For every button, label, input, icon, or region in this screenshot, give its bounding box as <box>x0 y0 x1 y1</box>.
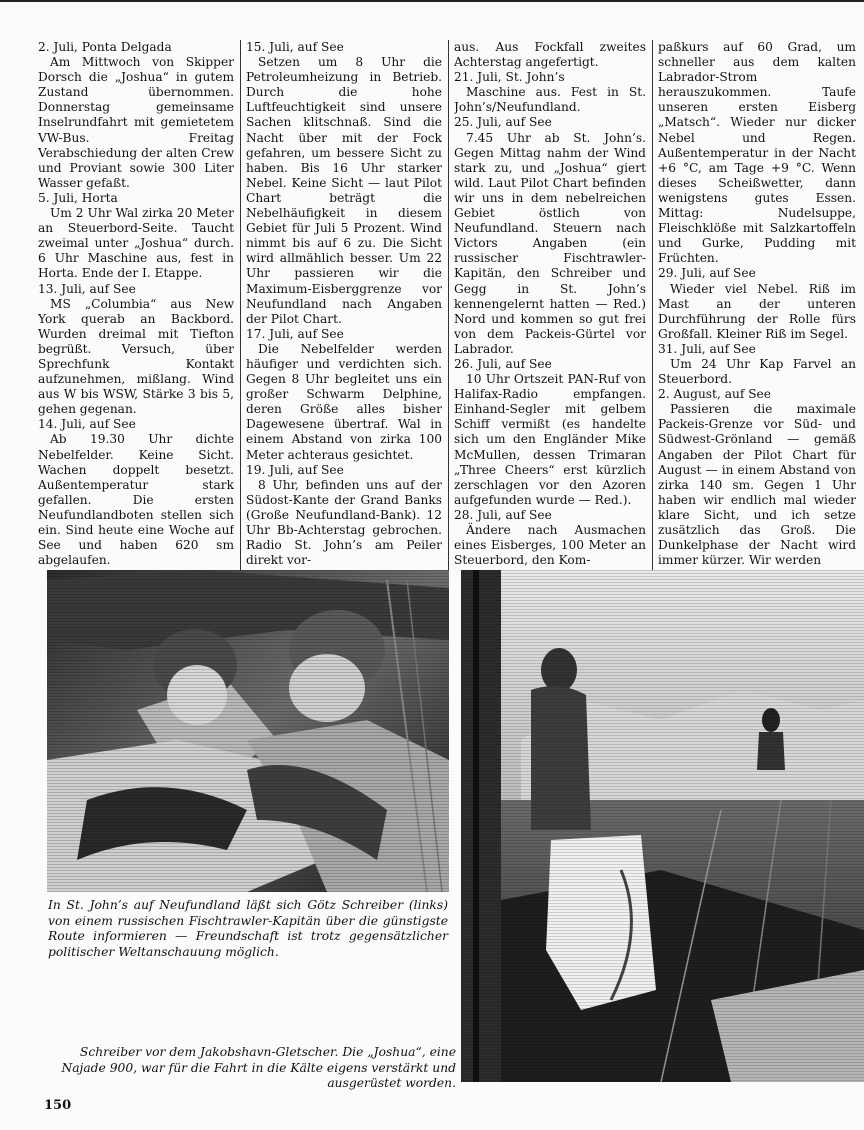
log-entry <box>246 327 442 463</box>
top-rule <box>0 0 864 2</box>
photo-glacier-image <box>461 570 864 1082</box>
text-column-2 <box>246 40 442 572</box>
log-entry-continued <box>658 40 856 266</box>
entry-heading: 25. Juli, auf See <box>454 115 552 130</box>
log-entry <box>246 463 442 569</box>
entry-text: Um 24 Uhr Kap Farvel an Steuerbord. <box>658 356 856 387</box>
log-entry-continued <box>454 40 646 70</box>
log-entry <box>454 357 646 508</box>
entry-heading: 26. Juli, auf See <box>454 356 552 371</box>
photo-chart-briefing <box>47 570 449 892</box>
entry-text: Um 2 Uhr Wal zirka 20 Meter an Steuerbord-Seite. Taucht zweimal unter „Joshua“ durch. 6 Uhr Maschine aus, fest in Horta. Ende der I. Etappe. <box>38 206 234 281</box>
photo-glacier <box>461 570 864 1082</box>
entry-text: 8 Uhr, befinden uns auf der Südost-Kante der Grand Banks (Große Neufundland-Bank). 12 Uhr Bb-Achterstag gebrochen. Radio St. John’s am Peiler direkt vor- <box>246 477 442 568</box>
log-entry <box>454 70 646 115</box>
entry-heading: 17. Juli, auf See <box>246 326 344 341</box>
column-divider <box>448 40 449 570</box>
entry-heading: 14. Juli, auf See <box>38 417 136 432</box>
entry-heading: 2. August, auf See <box>658 387 771 402</box>
entry-text: Setzen um 8 Uhr die Petroleumheizung in Betrieb. Durch die hohe Luftfeuchtigkeit sind unsere Sachen klitschnaß. Sind die Nacht über mit der Fock gefahren, um bessere Sicht zu haben. Bis 16 Uhr starker Nebel. Keine Sicht — laut Pilot Chart beträgt die Nebelhäufigkeit in diesem Gebiet für Juli 5 Prozent. Wind nimmt bis auf 6 zu. Die Sicht wird allmählich besser. Um 22 Uhr passieren wir die Maximum-Eisberggrenze vor Neufundland nach Angaben der Pilot Chart. <box>246 55 442 326</box>
entry-text: Am Mittwoch von Skipper Dorsch die „Joshua“ in gutem Zustand übernommen. Donnerstag gemeinsame Inselrundfahrt mit gemietetem VW-Bus. Freitag Verabschiedung der alten Crew und Proviant sowie 300 Liter Wasser gefaßt. <box>38 55 234 190</box>
log-entry <box>658 342 856 387</box>
page-number: 150 <box>44 1098 72 1113</box>
entry-heading: 19. Juli, auf See <box>246 462 344 477</box>
column-divider <box>652 40 653 570</box>
entry-heading: 29. Juli, auf See <box>658 266 756 281</box>
log-entry <box>38 282 234 418</box>
entry-text: 10 Uhr Ortszeit PAN-Ruf von Halifax-Radio empfangen. Einhand-Segler mit gelbem Schiff vermißt (es handelte sich um den Engländer Mike McMullen, dessen Trimaran „Three Cheers“ erst kürzlich zerschlagen vor den Azoren aufgefunden wurde — Red.). <box>454 372 646 507</box>
log-entry <box>658 266 856 341</box>
entry-text: Ab 19.30 Uhr dichte Nebelfelder. Keine Sicht. Wachen doppelt besetzt. Außentemperatur stark gefallen. Die ersten Neufundlandboten stellen sich ein. Sind heute eine Woche auf See und haben 620 sm abgelaufen. <box>38 432 234 568</box>
entry-heading: 5. Juli, Horta <box>38 190 118 205</box>
entry-text: Ändere nach Ausmachen eines Eisberges, 100 Meter an Steuerbord, den Kom- <box>454 523 646 568</box>
entry-heading: 28. Juli, auf See <box>454 507 552 522</box>
entry-text: Maschine aus. Fest in St. John’s/Neufundland. <box>454 85 646 115</box>
log-entry <box>454 508 646 568</box>
column-divider <box>240 40 241 570</box>
photo-caption-left: In St. John’s auf Neufundland läßt sich Götz Schreiber (links) von einem russischen Fischtrawler-Kapitän über die günstigste Route informieren — Freundschaft ist trotz gegensätzlicher politischer Weltanschauung möglich. <box>48 898 448 959</box>
entry-text: aus. Aus Fockfall zweites Achterstag angefertigt. <box>454 40 646 70</box>
entry-heading: 31. Juli, auf See <box>658 341 756 356</box>
log-entry <box>246 40 442 327</box>
entry-text: Passieren die maximale Packeis-Grenze vor Süd- und Südwest-Grönland — gemäß Angaben der Pilot Chart für August — in einem Abstand von zirka 140 sm. Gegen 1 Uhr haben wir endlich mal wieder klare Sicht, und ich setze zusätzlich das Groß. Die Dunkelphase der Nacht wird immer kürzer. Wir werden <box>658 402 856 568</box>
log-entry <box>658 387 856 568</box>
log-entry <box>454 115 646 357</box>
entry-heading: 13. Juli, auf See <box>38 281 136 296</box>
entry-text: 7.45 Uhr ab St. John’s. Gegen Mittag nahm der Wind stark zu, und „Joshua“ giert wild. Laut Pilot Chart befinden wir uns in dem nebelreichen Gebiet östlich von Neufundland. Steuern nach Victors Angaben (ein russischer Fischtrawler-Kapitän, den Schreiber und Gegg in St. John’s kennengelernt hatten — Red.) Nord und kommen so gut frei von dem Packeis-Gürtel vor Labrador. <box>454 130 646 356</box>
entry-text: Wieder viel Nebel. Riß im Mast an der unteren Durchführung der Rolle fürs Großfall. Kleiner Riß im Segel. <box>658 281 856 341</box>
log-entry <box>38 191 234 282</box>
entry-text: Die Nebelfelder werden häufiger und verdichten sich. Gegen 8 Uhr begleitet uns ein großer Schwarm Delphine, deren Größe alles bisher Dagewesene übertraf. Wal in einem Abstand von zirka 100 Meter achteraus gesichtet. <box>246 341 442 462</box>
entry-heading: 15. Juli, auf See <box>246 40 344 54</box>
log-entry <box>38 40 234 191</box>
photo-chart-briefing-image <box>47 570 449 892</box>
text-column-3 <box>454 40 646 572</box>
entry-text: MS „Columbia“ aus New York querab an Backbord. Wurden dreimal mit Tiefton begrüßt. Versuch, über Sprechfunk Kontakt aufzunehmen, mißlang. Wind aus W bis WSW, Stärke 3 bis 5, gehen gegenan. <box>38 296 234 417</box>
text-column-4 <box>658 40 856 572</box>
entry-heading: 21. Juli, St. John’s <box>454 70 565 85</box>
entry-text: paßkurs auf 60 Grad, um schneller aus dem kalten Labrador-Strom herauszukommen. Taufe unseren ersten Eisberg „Matsch“. Wieder nur dicker Nebel und Regen. Außentemperatur in der Nacht +6 °C, am Tage +9 °C. Wenn dieses Scheißwetter, dann wenigstens gutes Essen. Mittag: Nudelsuppe, Fleischklöße mit Salzkartoffeln und Gurke, Pudding mit Früchten. <box>658 40 856 266</box>
entry-heading: 2. Juli, Ponta Delgada <box>38 40 172 54</box>
photo-caption-right: Schreiber vor dem Jakobshavn-Gletscher. Die „Joshua“, eine Najade 900, war für die Fahrt in die Kälte eigens verstärkt und ausgerüstet worden. <box>61 1045 456 1090</box>
log-entry <box>38 417 234 568</box>
text-column-1 <box>38 40 234 572</box>
